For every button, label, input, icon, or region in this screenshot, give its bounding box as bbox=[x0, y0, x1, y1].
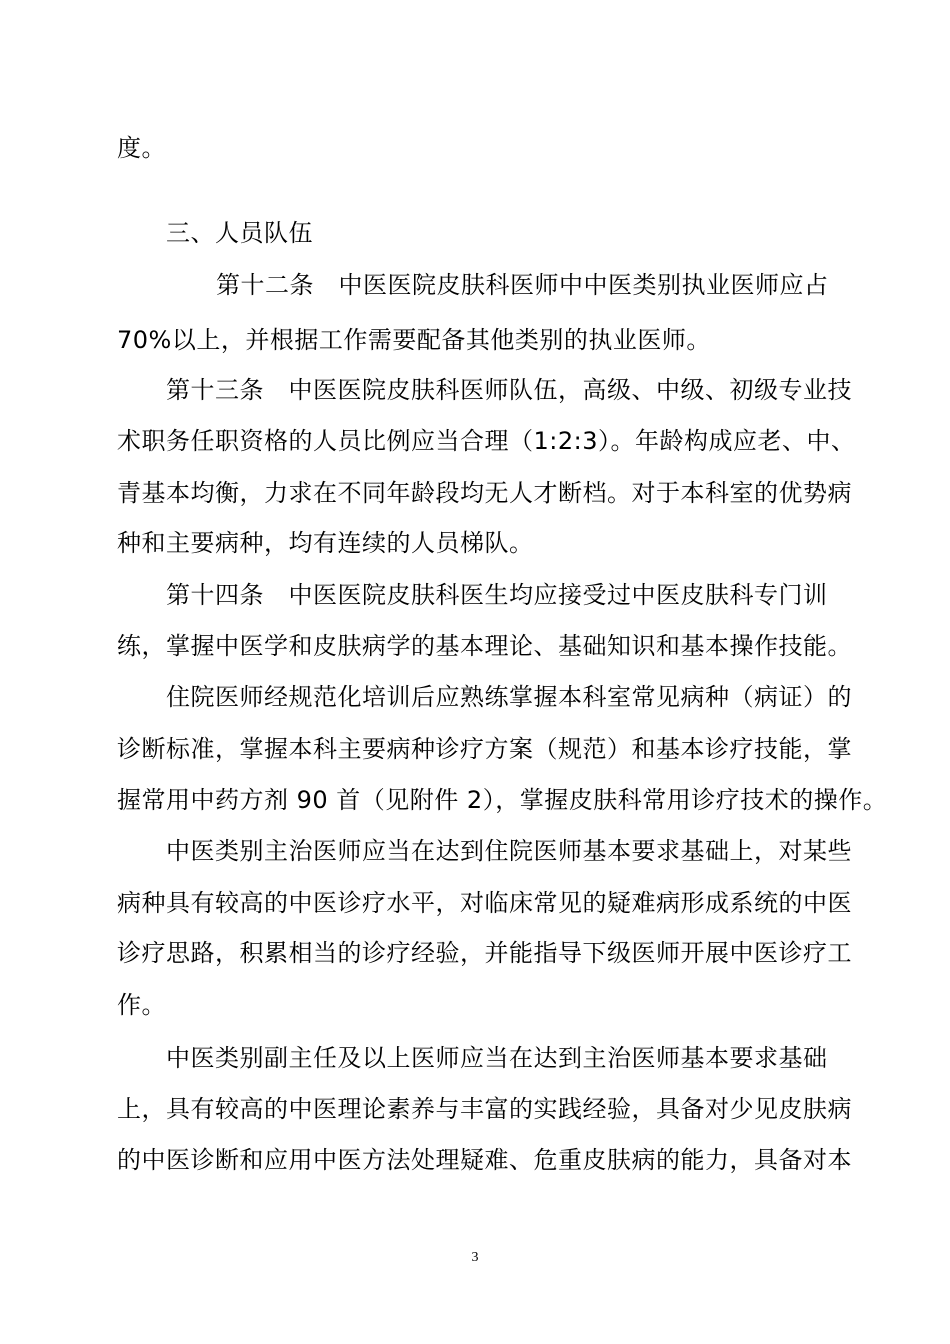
text-line: 术职务任职资格的人员比例应当合理（1:2:3）。年龄构成应老、中、 bbox=[117, 427, 856, 455]
text-line: 上，具有较高的中医理论素养与丰富的实践经验，具备对少见皮肤病 bbox=[117, 1095, 852, 1123]
text-line: 第十三条 中医医院皮肤科医师队伍，高级、中级、初级专业技 bbox=[166, 376, 852, 404]
text-line: 度。 bbox=[117, 134, 166, 162]
text-line: 第十二条 中医医院皮肤科医师中中医类别执业医师应占 bbox=[216, 271, 829, 299]
text-line: 的中医诊断和应用中医方法处理疑难、危重皮肤病的能力，具备对本 bbox=[117, 1146, 852, 1174]
text-line: 中医类别主治医师应当在达到住院医师基本要求基础上，对某些 bbox=[166, 837, 852, 865]
text-line: 病种具有较高的中医诊疗水平，对临床常见的疑难病形成系统的中医 bbox=[117, 889, 852, 917]
section-heading: 三、人员队伍 bbox=[166, 219, 313, 247]
text-line: 第十四条 中医医院皮肤科医生均应接受过中医皮肤科专门训 bbox=[166, 581, 828, 609]
text-line: 诊断标准，掌握本科主要病种诊疗方案（规范）和基本诊疗技能，掌 bbox=[117, 735, 852, 763]
text-line: 作。 bbox=[117, 991, 166, 1019]
text-line: 70%以上，并根据工作需要配备其他类别的执业医师。 bbox=[117, 326, 711, 354]
text-line: 握常用中药方剂 90 首（见附件 2），掌握皮肤科常用诊疗技术的操作。 bbox=[117, 786, 888, 814]
text-line: 诊疗思路，积累相当的诊疗经验，并能指导下级医师开展中医诊疗工 bbox=[117, 939, 852, 967]
text-line: 住院医师经规范化培训后应熟练掌握本科室常见病种（病证）的 bbox=[166, 683, 852, 711]
page-number: 3 bbox=[471, 1250, 479, 1265]
text-line: 青基本均衡，力求在不同年龄段均无人才断档。对于本科室的优势病 bbox=[117, 479, 852, 507]
text-line: 种和主要病种，均有连续的人员梯队。 bbox=[117, 529, 534, 557]
text-line: 练，掌握中医学和皮肤病学的基本理论、基础知识和基本操作技能。 bbox=[117, 632, 852, 660]
text-line: 中医类别副主任及以上医师应当在达到主治医师基本要求基础 bbox=[166, 1044, 828, 1072]
